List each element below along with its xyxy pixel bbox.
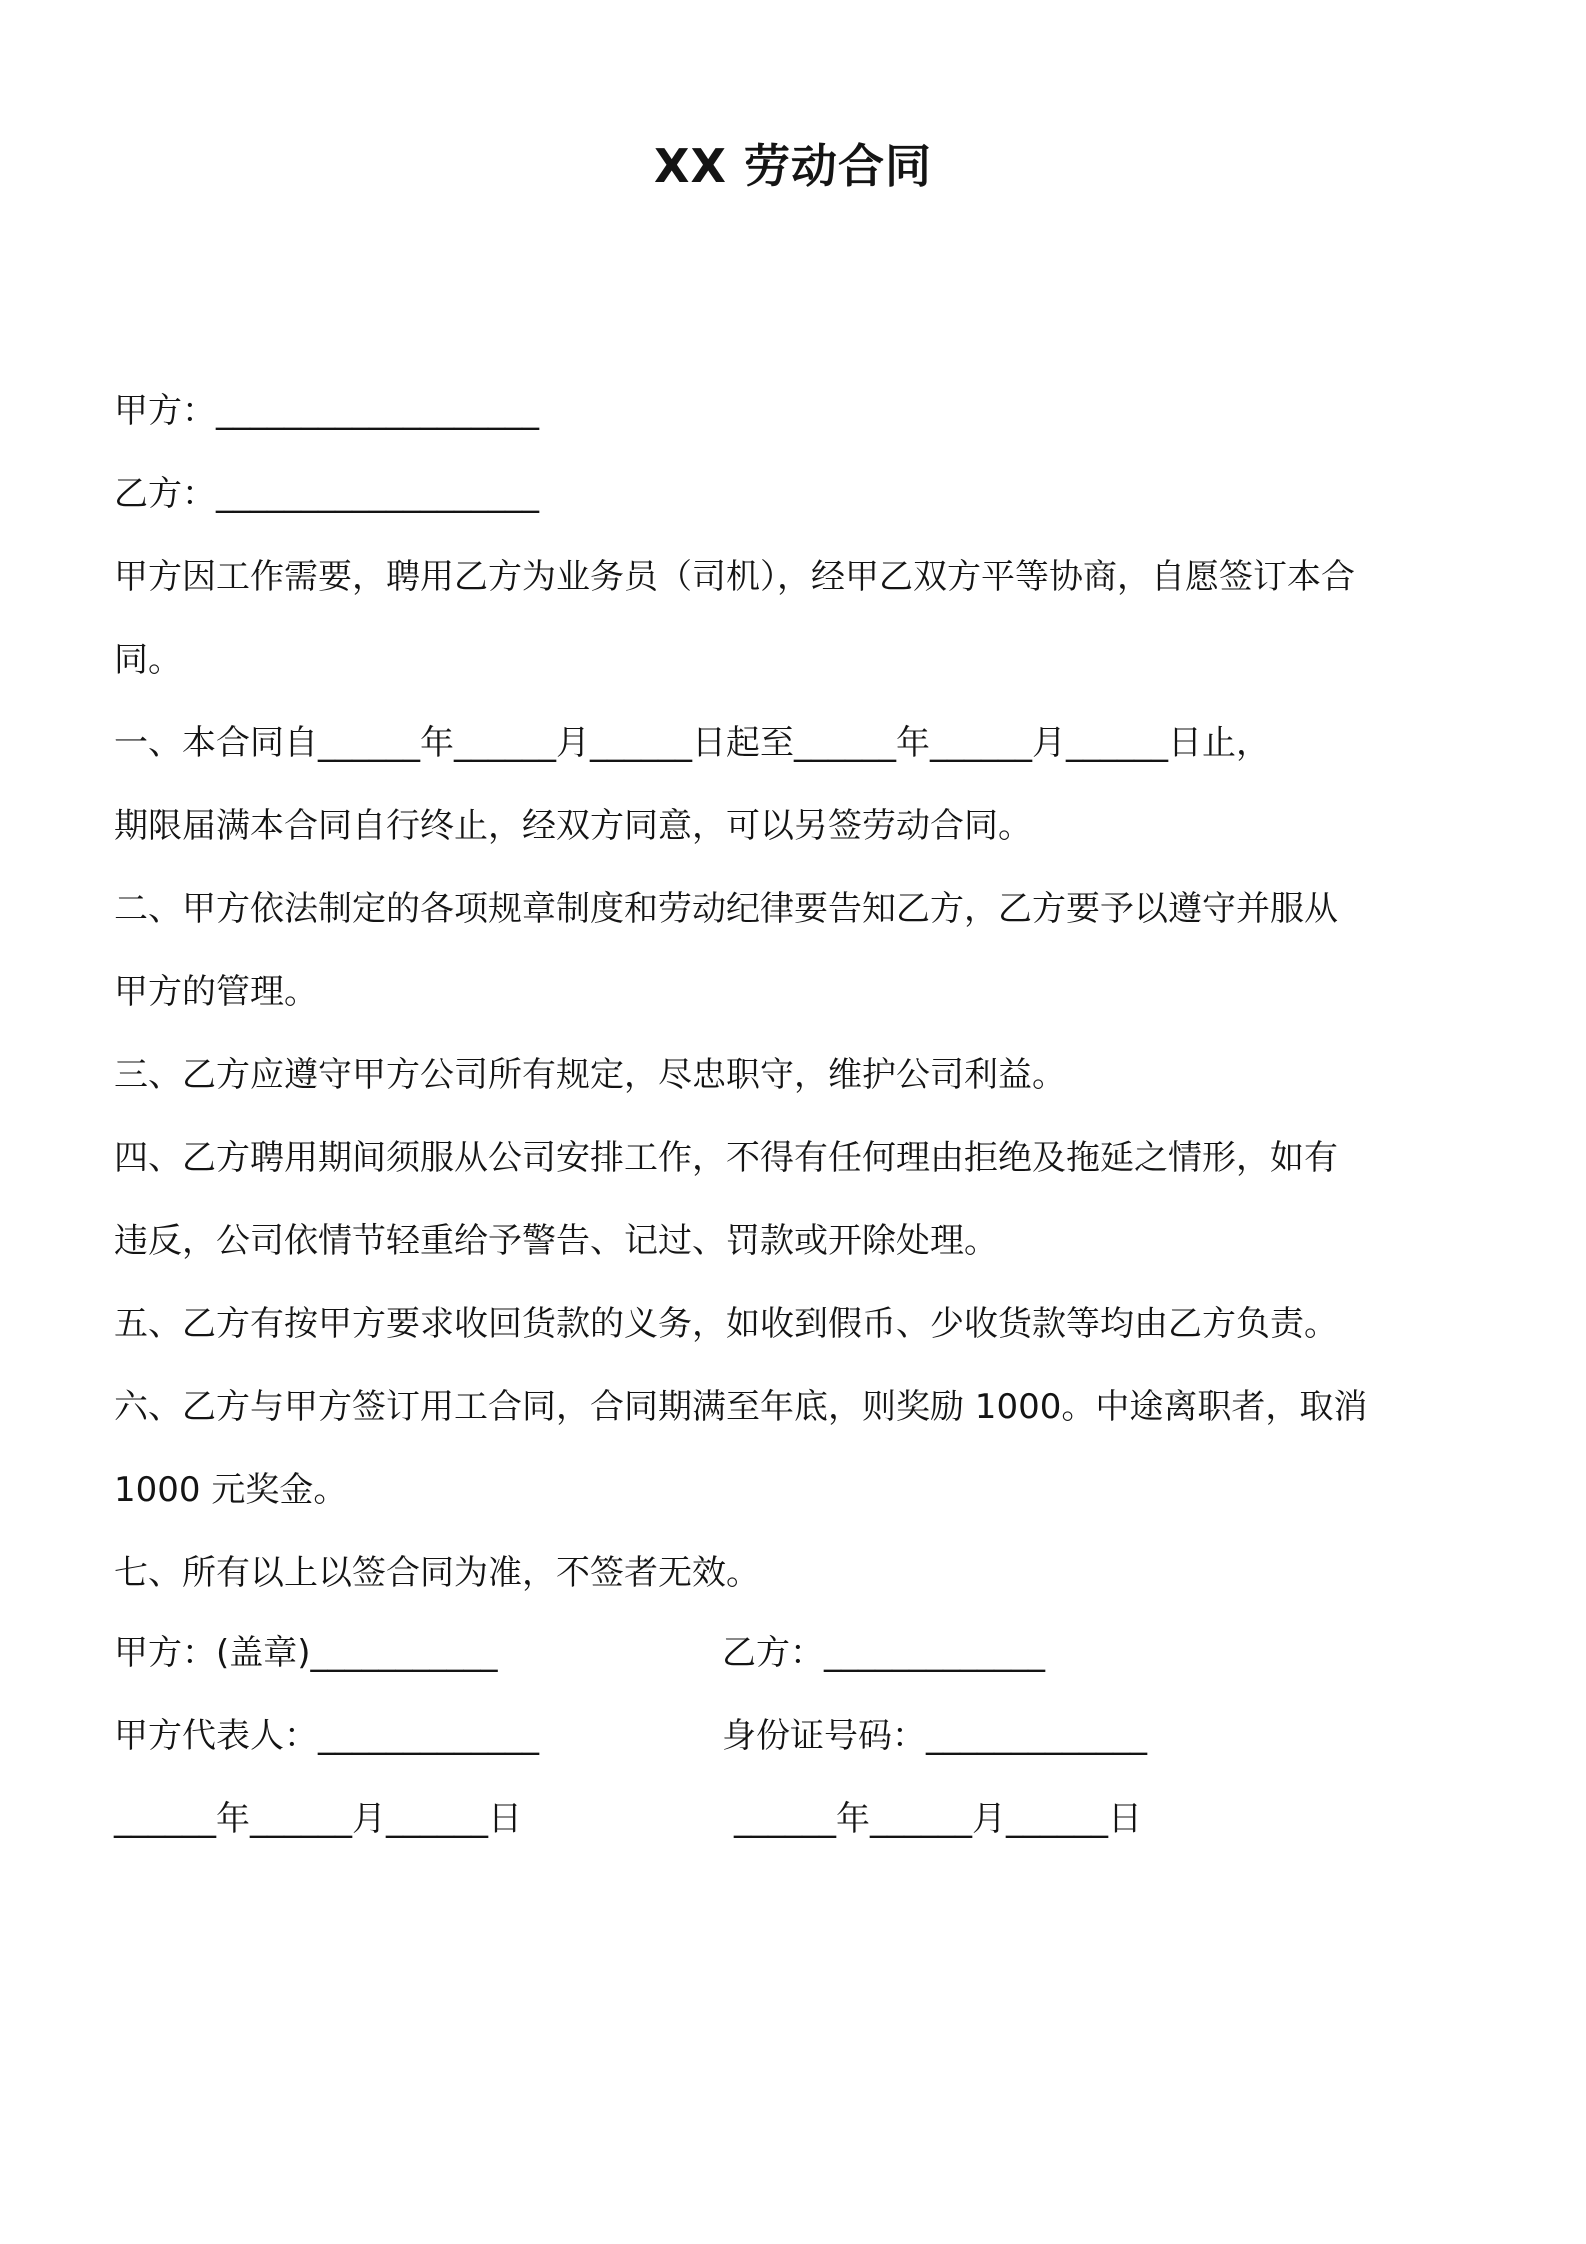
clause-6-line: 六、乙方与甲方签订用工合同，合同期满至年底，则奖励 1000。中途离职者，取消 <box>114 1387 1368 1427</box>
party-a-representative-field: 甲方代表人：_____________ <box>114 1716 539 1756</box>
contract-body <box>114 370 1484 1615</box>
party-b-date-field: ______年______月______日 <box>734 1799 1142 1839</box>
clause-7-line: 七、所有以上以签合同为准，不签者无效。 <box>114 1553 760 1593</box>
party-b-line: 乙方：___________________ <box>114 474 539 514</box>
signature-row <box>114 1778 1484 1861</box>
signature-row <box>114 1695 1484 1778</box>
document-title: XX 劳动合同 <box>654 139 932 193</box>
party-a-date-field: ______年______月______日 <box>114 1799 522 1839</box>
signature-row <box>114 1612 1484 1695</box>
party-b-field: 乙方：_____________ <box>722 1633 1045 1673</box>
clause-4-line: 四、乙方聘用期间须服从公司安排工作，不得有任何理由拒绝及拖延之情形，如有 <box>114 1138 1338 1178</box>
clause-2-line: 二、甲方依法制定的各项规章制度和劳动纪律要告知乙方，乙方要予以遵守并服从 <box>114 889 1338 929</box>
clause-1-line: 一、本合同自______年______月______日起至______年______月______日止， <box>114 723 1270 763</box>
party-a-line: 甲方：___________________ <box>114 391 539 431</box>
clause-1-line: 期限届满本合同自行终止，经双方同意，可以另签劳动合同。 <box>114 806 1032 846</box>
clause-5-line: 五、乙方有按甲方要求收回货款的义务，如收到假币、少收货款等均由乙方负责。 <box>114 1304 1338 1344</box>
clause-3-line: 三、乙方应遵守甲方公司所有规定，尽忠职守，维护公司利益。 <box>114 1055 1066 1095</box>
party-a-seal-field: 甲方：(盖章)___________ <box>114 1633 498 1673</box>
clause-4-line: 违反，公司依情节轻重给予警告、记过、罚款或开除处理。 <box>114 1221 998 1261</box>
clause-6-line: 1000 元奖金。 <box>114 1470 348 1510</box>
intro-line: 同。 <box>114 640 182 680</box>
id-number-field: 身份证号码：_____________ <box>722 1716 1147 1756</box>
intro-line: 甲方因工作需要，聘用乙方为业务员（司机），经甲乙双方平等协商，自愿签订本合 <box>114 557 1355 597</box>
clause-2-line: 甲方的管理。 <box>114 972 318 1012</box>
signature-block <box>114 1612 1484 1861</box>
